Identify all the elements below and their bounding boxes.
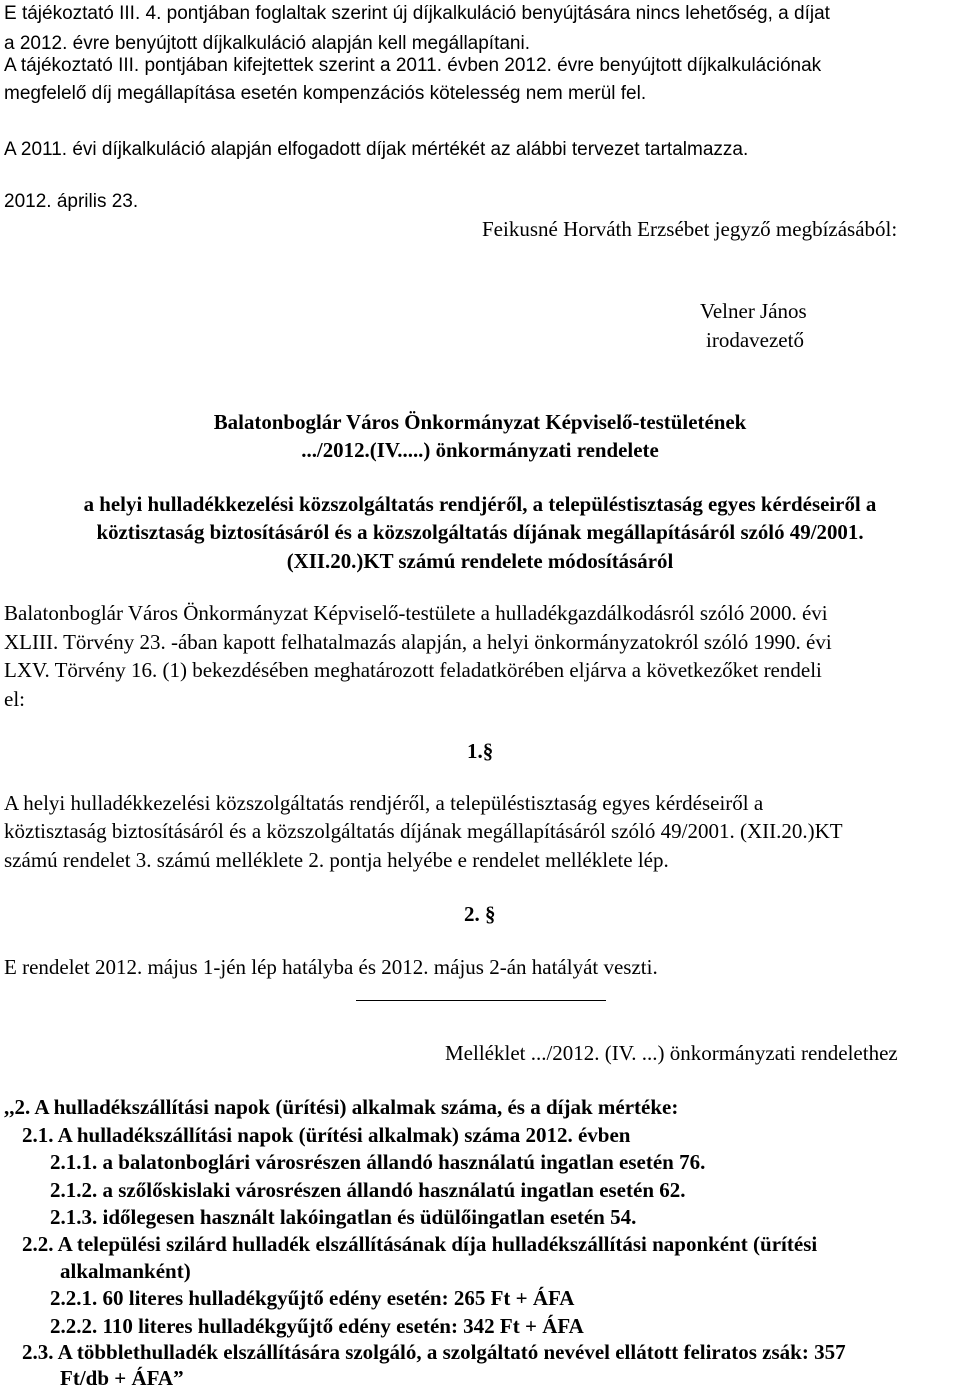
intro-line: E tájékoztató III. 4. pontjában foglaltak szerint új díjkalkuláció benyújtására nincs lehetőség, a díjat bbox=[4, 3, 830, 24]
annex-item: 2.1.3. időlegesen használt lakóingatlan és üdülőingatlan esetén 54. bbox=[50, 1205, 637, 1229]
section-sign-icon: § bbox=[482, 739, 494, 763]
preamble-line: el: bbox=[4, 687, 25, 711]
section-number: 1. bbox=[467, 739, 483, 763]
section-text: köztisztaság biztosításáról és a közszolgáltatás díjának megállapításáról szóló 49/2001. (XII.20.)KT bbox=[4, 819, 843, 843]
section-text: számú rendelet 3. számú melléklete 2. pontja helyébe e rendelet melléklete lép. bbox=[4, 848, 669, 872]
separator-line bbox=[356, 1000, 606, 1001]
signature-name: Velner János bbox=[700, 299, 807, 323]
decree-subtitle: (XII.20.)KT számú rendelete módosításáról bbox=[286, 549, 674, 573]
section-sign-icon: § bbox=[485, 902, 496, 926]
decree-subtitle: köztisztaság biztosításáról és a közszolgáltatás díjának megállapításáról szóló 49/2001. bbox=[96, 520, 864, 544]
signature-role: irodavezető bbox=[706, 328, 804, 352]
intro-line: megfelelő díj megállapítása esetén kompenzációs kötelesség nem merül fel. bbox=[4, 83, 647, 104]
annex-item: 2.1. A hulladékszállítási napok (ürítési alkalmak) száma 2012. évben bbox=[22, 1123, 631, 1147]
preamble-line: Balatonboglár Város Önkormányzat Képviselő-testülete a hulladékgazdálkodásról szóló 2000. évi bbox=[4, 601, 828, 625]
section-number: 2. bbox=[464, 902, 480, 926]
annex-label: Melléklet .../2012. (IV. ...) önkormányzati rendelethez bbox=[445, 1041, 898, 1065]
annex-item: ,,2. A hulladékszállítási napok (ürítési) alkalmak száma, és a díjak mértéke: bbox=[4, 1095, 679, 1119]
intro-line: A tájékoztató III. pontjában kifejtettek szerint a 2011. évben 2012. évre benyújtott díjkalkulációnak bbox=[4, 55, 822, 76]
section-heading bbox=[467, 741, 493, 762]
preamble-line: XLIII. Törvény 23. -ában kapott felhatalmazás alapján, a helyi önkormányzatokról szóló 1990. évi bbox=[4, 630, 832, 654]
section-text: E rendelet 2012. május 1-jén lép hatályba és 2012. május 2-án hatályát veszti. bbox=[4, 955, 658, 979]
annex-item: 2.2. A települési szilárd hulladék elszállításának díja hulladékszállítási naponként (ürítési bbox=[22, 1232, 818, 1256]
intro-line: a 2012. évre benyújtott díjkalkuláció alapján kell megállapítani. bbox=[4, 33, 530, 54]
intro-line: A 2011. évi díjkalkuláció alapján elfogadott díjak mértékét az alábbi tervezet tartalmazza. bbox=[4, 139, 749, 160]
annex-item: 2.1.1. a balatonboglári városrészen állandó használatú ingatlan esetén 76. bbox=[50, 1150, 706, 1174]
section-heading bbox=[464, 904, 496, 925]
annex-item: alkalmanként) bbox=[60, 1259, 191, 1283]
annex-item: Ft/db + ÁFA” bbox=[60, 1366, 184, 1390]
decree-number: .../2012.(IV.....) önkormányzati rendelete bbox=[301, 438, 659, 462]
decree-subtitle: a helyi hulladékkezelési közszolgáltatás rendjéről, a településtisztaság egyes kérdéseiről a bbox=[83, 492, 877, 516]
annex-item: 2.3. A többlethulladék elszállítására szolgáló, a szolgáltató nevével ellátott feliratos zsák: 357 bbox=[22, 1340, 846, 1364]
section-text: A helyi hulladékkezelési közszolgáltatás rendjéről, a településtisztaság egyes kérdéseiről a bbox=[4, 791, 764, 815]
annex-item: 2.2.2. 110 literes hulladékgyűjtő edény esetén: 342 Ft + ÁFA bbox=[50, 1314, 584, 1338]
signature-mandate: Feikusné Horváth Erzsébet jegyző megbízásából: bbox=[482, 217, 898, 241]
decree-title: Balatonboglár Város Önkormányzat Képviselő-testületének bbox=[213, 410, 747, 434]
annex-item: 2.1.2. a szőlőskislaki városrészen állandó használatú ingatlan esetén 62. bbox=[50, 1178, 686, 1202]
preamble-line: LXV. Törvény 16. (1) bekezdésében meghatározott feladatkörében eljárva a következőket rendeli bbox=[4, 658, 822, 682]
annex-item: 2.2.1. 60 literes hulladékgyűjtő edény esetén: 265 Ft + ÁFA bbox=[50, 1286, 575, 1310]
date: 2012. április 23. bbox=[4, 191, 139, 212]
